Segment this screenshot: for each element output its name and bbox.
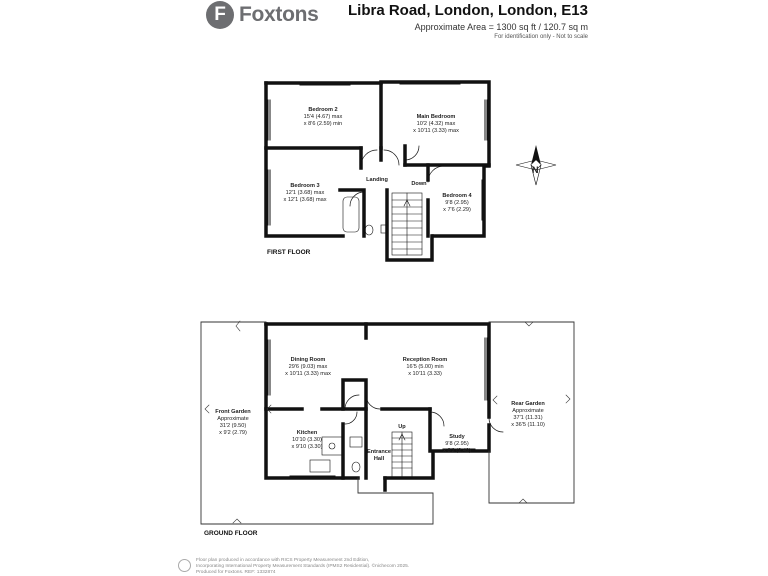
- main-bedroom-name: Main Bedroom: [416, 114, 456, 120]
- bedroom2-name: Bedroom 2: [308, 107, 338, 113]
- footer-notes: [182, 558, 409, 576]
- front-garden-dim2: 31'2 (9.50): [219, 423, 247, 429]
- entrance-hall-name: Entrance: [367, 449, 391, 455]
- main-bedroom-dim2: x 10'11 (3.33) max: [413, 128, 459, 134]
- property-title: Libra Road, London, London, E13: [348, 2, 588, 19]
- bedroom3-dim2: x 12'1 (3.68) max: [283, 197, 327, 203]
- landing-label: Landing: [366, 177, 388, 183]
- approximate-area: Approximate Area = 1300 sq ft / 120.7 sq m: [414, 22, 588, 32]
- ground-floor-stairs: [392, 432, 412, 478]
- kitchen-dim1: 10'10 (3.30): [292, 437, 322, 443]
- bedroom4-dim2: x 7'6 (2.29): [443, 207, 471, 213]
- footer-line2: Incorporating International Property Measurement Standards (IPMS2 Residential). ©nichecom 2025.: [196, 564, 410, 569]
- ground-floor-walls: [266, 324, 489, 490]
- front-garden-dim3: x 9'2 (2.79): [219, 430, 247, 436]
- bedroom2-dim1: 15'4 (4.67) max: [303, 114, 343, 120]
- rear-garden-dim1: Approximate: [512, 408, 544, 414]
- down-label: Down: [411, 181, 427, 187]
- entrance-hall-name2: Hall: [373, 456, 385, 462]
- footer-line3: Produced for Foxtons. REF: 1332874: [196, 570, 276, 575]
- kitchen-dim2: x 9'10 (3.30): [291, 444, 323, 450]
- first-floor-walls: [266, 82, 489, 260]
- study-dim1: 9'8 (2.95): [445, 441, 469, 447]
- identification-note: For identification only - Not to scale: [494, 34, 588, 40]
- compass-north-label: N: [532, 165, 539, 175]
- bedroom3-name: Bedroom 3: [290, 183, 320, 189]
- footer-line1: Floor plan produced in accordance with RICS Property Measurement 2nd Edition,: [196, 558, 370, 563]
- dining-room-dim2: x 10'11 (3.33) max: [285, 371, 331, 377]
- main-bedroom-dim1: 10'2 (4.32) max: [416, 121, 456, 127]
- front-garden-name: Front Garden: [215, 409, 251, 415]
- reception-room-dim2: x 10'11 (3.33): [408, 371, 442, 377]
- logo-text: Foxtons: [239, 3, 319, 26]
- first-floor-stairs: [392, 193, 422, 255]
- bedroom4-name: Bedroom 4: [442, 193, 472, 199]
- dining-room-dim1: 29'6 (9.03) max: [288, 364, 328, 370]
- front-garden-dim1: Approximate: [217, 416, 249, 422]
- reception-room-dim1: 16'5 (5.00) min: [406, 364, 444, 370]
- bedroom4-dim1: 9'8 (2.95): [445, 200, 469, 206]
- rear-garden-dim3: x 36'5 (11.10): [511, 422, 545, 428]
- logo-mark: F: [206, 1, 234, 29]
- ground-floor-doors: [345, 395, 503, 432]
- bedroom2-dim2: x 8'6 (2.59) min: [303, 121, 343, 127]
- ground-floor-label: GROUND FLOOR: [204, 530, 258, 537]
- dining-room-name: Dining Room: [290, 357, 326, 363]
- measurement-icon: [178, 559, 191, 572]
- reception-room-name: Reception Room: [402, 357, 448, 363]
- rear-garden-dim2: 37'1 (11.31): [513, 415, 543, 421]
- study-dim2: x 8'2 (2.49): [443, 448, 471, 454]
- up-label: Up: [398, 424, 406, 430]
- rear-garden-name: Rear Garden: [511, 401, 545, 407]
- kitchen-name: Kitchen: [296, 430, 318, 436]
- first-floor-label: FIRST FLOOR: [267, 249, 311, 256]
- study-name: Study: [449, 434, 465, 440]
- bedroom3-dim1: 12'1 (3.68) max: [285, 190, 325, 196]
